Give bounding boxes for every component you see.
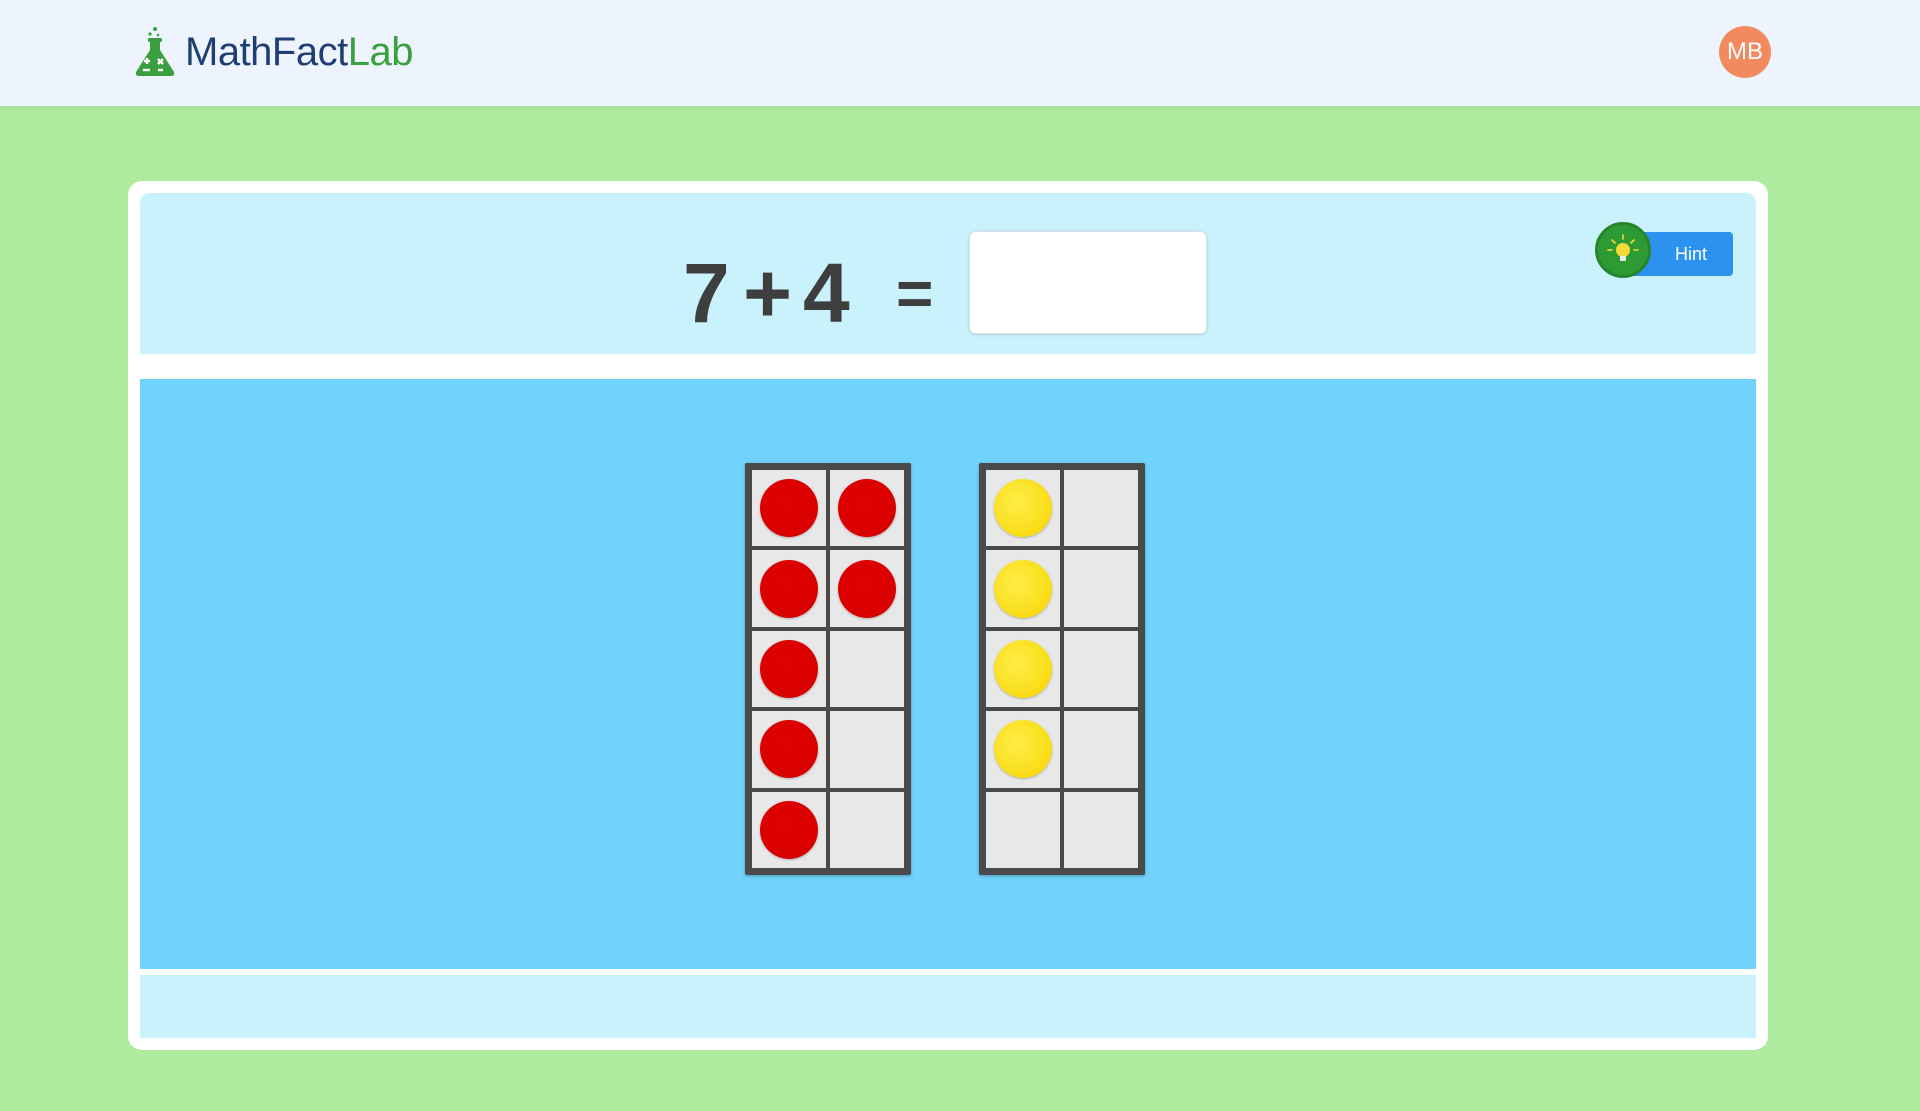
hint-button[interactable] <box>1595 222 1733 278</box>
red-counter[interactable] <box>760 801 818 859</box>
ten-frame-cell[interactable] <box>828 548 906 628</box>
red-counter[interactable] <box>838 560 896 618</box>
ten-frame-cell[interactable] <box>984 629 1062 709</box>
ten-frame-cell[interactable] <box>1062 629 1140 709</box>
ten-frame-grid <box>750 468 906 870</box>
ten-frame-cell[interactable] <box>750 548 828 628</box>
ten-frame-cell[interactable] <box>828 629 906 709</box>
ten-frame-cell[interactable] <box>828 468 906 548</box>
yellow-counter[interactable] <box>994 720 1052 778</box>
question-panel <box>140 193 1756 354</box>
logo-text-lab: Lab <box>347 29 413 74</box>
lightbulb-icon <box>1595 222 1651 278</box>
ten-frame-cell[interactable] <box>984 790 1062 870</box>
red-counter[interactable] <box>760 640 818 698</box>
ten-frame-cell[interactable] <box>828 790 906 870</box>
feedback-panel <box>140 975 1756 1038</box>
ten-frame-yellow[interactable] <box>979 463 1145 875</box>
ten-frame-cell[interactable] <box>750 709 828 789</box>
ten-frame-cell[interactable] <box>984 709 1062 789</box>
answer-input[interactable] <box>969 231 1207 334</box>
operand-a: 7 <box>683 246 730 340</box>
red-counter[interactable] <box>760 560 818 618</box>
ten-frame-grid <box>984 468 1140 870</box>
hint-label: Hint <box>1623 232 1733 276</box>
ten-frame-cell[interactable] <box>828 709 906 789</box>
red-counter[interactable] <box>760 720 818 778</box>
ten-frame-cell[interactable] <box>1062 468 1140 548</box>
red-counter[interactable] <box>760 479 818 537</box>
ten-frame-cell[interactable] <box>750 468 828 548</box>
logo[interactable] <box>133 24 413 80</box>
avatar[interactable]: MB <box>1719 26 1771 78</box>
workspace-panel <box>140 379 1756 969</box>
ten-frame-cell[interactable] <box>1062 790 1140 870</box>
problem-card <box>128 181 1768 1050</box>
logo-text-math: MathFact <box>185 29 348 74</box>
ten-frame-cell[interactable] <box>984 548 1062 628</box>
ten-frame-cell[interactable] <box>750 629 828 709</box>
yellow-counter[interactable] <box>994 640 1052 698</box>
red-counter[interactable] <box>838 479 896 537</box>
ten-frame-cell[interactable] <box>750 790 828 870</box>
yellow-counter[interactable] <box>994 560 1052 618</box>
equals-sign: = <box>896 257 934 329</box>
ten-frame-red[interactable] <box>745 463 911 875</box>
operand-b: 4 <box>803 246 850 340</box>
top-bar <box>0 0 1920 106</box>
ten-frame-cell[interactable] <box>1062 548 1140 628</box>
operator-plus: + <box>743 246 793 340</box>
yellow-counter[interactable] <box>994 479 1052 537</box>
logo-text <box>185 30 413 75</box>
equation <box>140 243 1756 343</box>
ten-frame-cell[interactable] <box>1062 709 1140 789</box>
flask-icon <box>133 26 177 78</box>
ten-frame-cell[interactable] <box>984 468 1062 548</box>
